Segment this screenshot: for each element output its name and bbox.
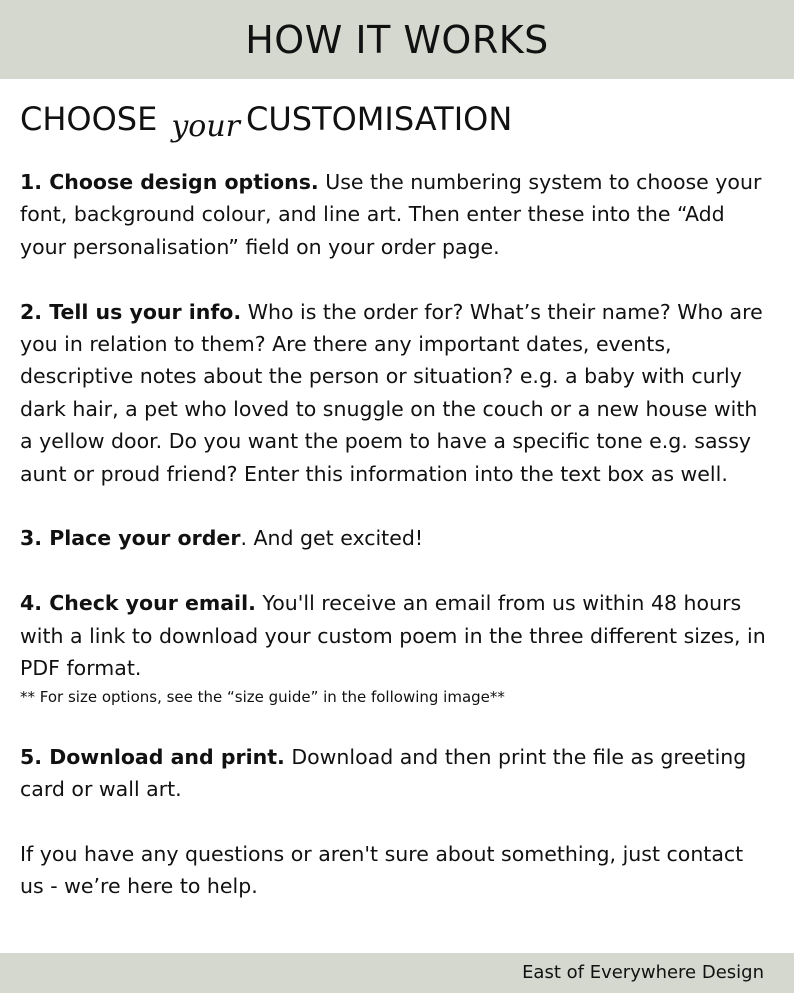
step-3-heading: 3. Place your order (20, 526, 241, 551)
closing-text: If you have any questions or aren't sure about something, just contact us - we’re here to help. (20, 842, 744, 899)
step-5-heading: 5. Download and print. (20, 744, 285, 769)
footer-brand: East of Everywhere Design (522, 962, 764, 983)
step-2 (20, 296, 772, 490)
step-4-body: You'll receive an email from us within 48 hours with a link to download your custom poem in the three different sizes, in PDF format. (20, 591, 766, 681)
step-5-body: Download and then print the file as greeting card or wall art. (20, 744, 747, 802)
step-3 (20, 522, 772, 554)
step-1-heading: 1. Choose design options. (20, 170, 319, 194)
footer-banner (0, 953, 794, 993)
step-2-heading: 2. Tell us your info. (20, 299, 242, 324)
step-4 (20, 587, 772, 708)
section-subtitle (20, 100, 513, 144)
instructions (20, 166, 772, 935)
subtitle-customisation: CUSTOMISATION (245, 100, 513, 138)
size-guide-note: ** For size options, see the “size guide” in the following image** (20, 688, 505, 707)
step-4-heading: 4. Check your email. (20, 591, 256, 616)
header-banner (0, 0, 794, 79)
step-2-body: Who is the order for? What’s their name? Who are you in relation to them? Are there any important dates, events, descriptive notes about the person or situation? e.g. a baby with curly dark hair, a pet who loved to snuggle on the couch or a new house with a yellow door. Do you want the poem to have a specific tone e.g. sassy aunt or proud friend? Enter this information into the text box as well. (20, 299, 763, 486)
step-5 (20, 741, 772, 806)
subtitle-script-word: your (171, 109, 240, 144)
step-1 (20, 166, 772, 263)
subtitle-choose: CHOOSE (20, 100, 158, 138)
step-1-body: Use the numbering system to choose your font, background colour, and line art. Then enter these into the “Add your personalisation” field on your order page. (20, 170, 762, 259)
page-title: HOW IT WORKS (245, 17, 549, 62)
step-3-body: . And get excited! (240, 526, 424, 551)
